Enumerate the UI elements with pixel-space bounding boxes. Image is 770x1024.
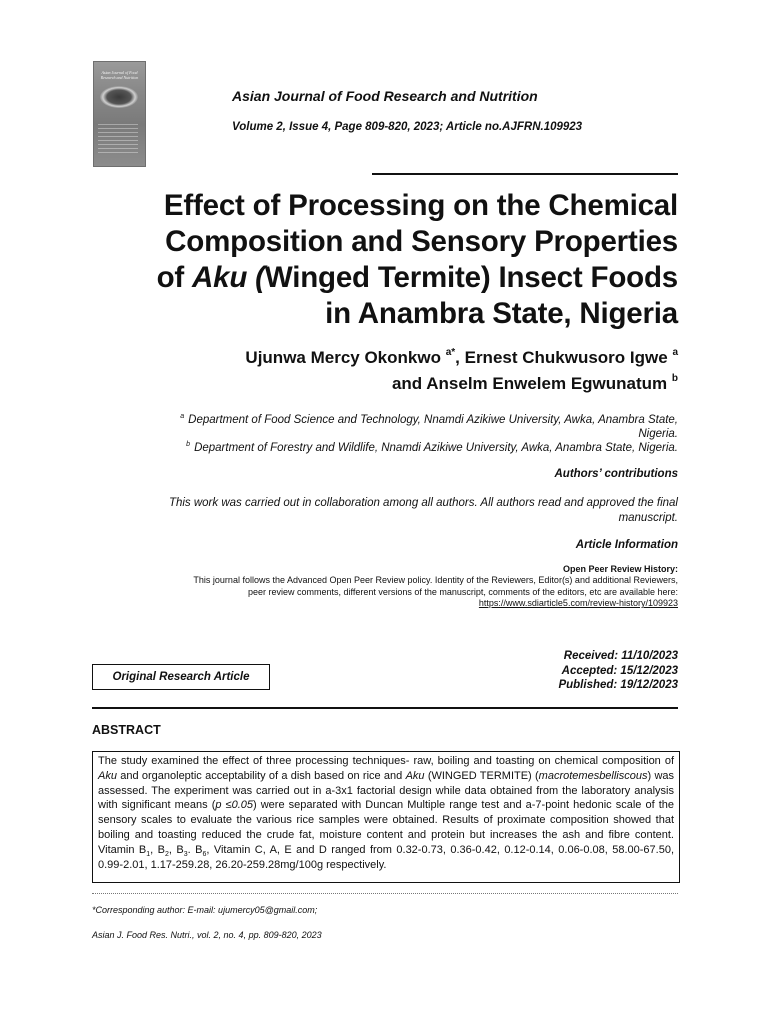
contributions-text: This work was carried out in collaboration among all authors. All authors read and approved the final manuscript. [168,497,678,524]
authors-line-2 [78,371,678,397]
affiliation-marker: a [672,347,678,359]
journal-name: Asian Journal of Food Research and Nutrition [232,88,538,104]
corresponding-author-note: *Corresponding author: E-mail: ujumercy05@gmail.com; [92,905,318,915]
author-name: Ujunwa Mercy Okonkwo [245,348,441,367]
contributions-heading: Authors’ contributions [554,468,678,480]
journal-volume-line: Volume 2, Issue 4, Page 809-820, 2023; Article no.AJFRN.109923 [232,121,583,133]
title-line-1: Effect of Processing on the Chemical [163,189,678,222]
affiliation-item-continuation: Nigeria. [638,428,678,440]
affiliation-item: $^b$ Department of Forestry and Wildlife, Nnamdi Azikiwe University, Awka, Anambra State, Nigeria. [186,441,678,454]
abstract-text: The study examined the effect of three processing techniques- raw, boiling and toasting on chemical composition of Aku and organoleptic acceptability of a dish based on rice and Aku (WINGED TERMITE) (macrotemesbelliscous) was assessed. The experiment was carried out in a-3x1 factorial design while data obtained from the laboratory analysis with significant means (p ≤0.05) were separated with Duncan Multiple range test and a-7-point hedonic scale of the sensory scales to evaluate the various rice samples were obtained. Results of proximate composition showed that boiling and toasting reduced the crude fat, moisture content and protein but increases the ash and fibre content. Vitamin $B_1$, $B_2$, $B_3$. $B_6$, Vitamin C, A, E and D ranged from 0.32-0.73, 0.36-0.42, 0.12-0.14, 0.06-0.08, 58.00-67.50, 0.99-2.01, 1.17-259.28, 26.20-259.28mg/100g respectively. [98,755,675,871]
citation-footer: Asian J. Food Res. Nutri., vol. 2, no. 4, pp. 809-820, 2023 [92,930,322,940]
affiliations [78,413,678,455]
abstract-box [92,751,680,883]
title-line-2: Composition and Sensory Properties [165,225,678,258]
article-type-badge: Original Research Article [92,664,270,690]
section-divider [92,707,678,709]
affiliation-marker: a* [445,347,456,359]
open-peer-review-text: This journal follows the Advanced Open Peer Review policy. Identity of the Reviewers, Editor(s) and additional Reviewers, peer review comments, different versions of the manuscript, comments of the editors, etc are available here: https://www.sdiarticle5.com/review-history/109923 [193,575,678,608]
article-information-heading: Article Information [575,539,678,551]
author-name: , Ernest Chukwusoro Igwe [455,348,668,367]
cover-title: Asian Journal of Food Research and Nutrition [100,70,139,80]
received-date: Received: 11/10/2023 [563,650,678,662]
paper-title [78,188,678,332]
header-divider [372,173,678,175]
published-date: Published: 19/12/2023 [558,679,678,691]
abstract-heading: ABSTRACT [92,723,161,737]
publication-dates [558,649,678,693]
cover-decoration [98,124,138,154]
accepted-date: Accepted: 15/12/2023 [561,664,678,677]
open-peer-review-heading: Open Peer Review History: [562,564,678,574]
cover-food-photo [100,86,138,108]
affiliation-item: $^a$ Department of Food Science and Technology, Nnamdi Azikiwe University, Awka, Anambra State, [180,413,678,426]
footnote-divider [92,893,678,894]
journal-cover-image [93,61,146,167]
authors-line-1 [78,345,678,371]
review-history-link[interactable]: https://www.sdiarticle5.com/review-history/109923 [478,598,678,608]
title-italic-aku: Aku ( [192,261,265,294]
title-line-4: in Anambra State, Nigeria [325,297,678,330]
author-name: and Anselm Enwelem Egwunatum [391,374,668,393]
affiliation-marker: b [671,373,678,385]
title-line-3: of Aku (Winged Termite) Insect Foods [156,261,678,294]
author-list [78,345,678,397]
